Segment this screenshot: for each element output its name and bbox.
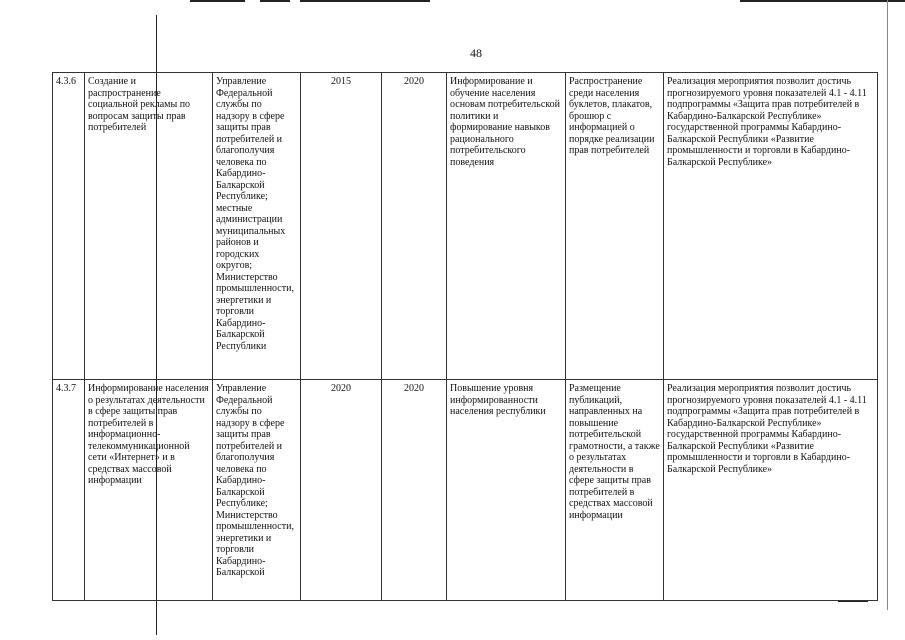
indicator-relation: Реализация мероприятия позволит достичь прогнозируемого уровня показателей 4.1 - 4.11 подпрограммы «Защита прав потребителей в Кабардино-Балкарской Республике» государственной программы Кабардино-Балкарской Республики «Развитие промышленности и торговли в Кабардино-Балкарской Республике»	[664, 380, 878, 601]
expected-result: Повышение уровня информированности населения республики	[447, 380, 566, 601]
start-year: 2015	[301, 73, 382, 380]
measure-content: Распространение среди населения буклетов, плакатов, брошюр с информацией о порядке реализации прав потребителей	[566, 73, 664, 380]
table-row	[53, 380, 878, 601]
measure-name: Информирование населения о результатах деятельности в сфере защиты прав потребителей в информационно-телекоммуникационной сети «Интернет» и в средствах массовой информации	[85, 380, 213, 601]
scan-line-right	[887, 0, 888, 610]
measures-table	[52, 72, 878, 601]
scan-line-top-4	[740, 0, 905, 2]
executor: Управление Федеральной службы по надзору в сфере защиты прав потребителей и благополучия человека по Кабардино-Балкарской Республике; местные администрации муниципальных районов и городских округов; Министерство промышленности, энергетики и торговли Кабардино-Балкарской Республики	[213, 73, 301, 380]
end-year: 2020	[382, 380, 447, 601]
expected-result: Информирование и обучение населения основам потребительской политики и формирование навыков рационального потребительского поведения	[447, 73, 566, 380]
scan-line-top-1	[190, 0, 245, 2]
measure-name: Создание и распространение социальной рекламы по вопросам защиты прав потребителей	[85, 73, 213, 380]
end-year: 2020	[382, 73, 447, 380]
scan-line-top-2	[260, 0, 290, 2]
scan-mark-bottom	[838, 601, 868, 602]
start-year: 2020	[301, 380, 382, 601]
row-number: 4.3.6	[53, 73, 85, 380]
scan-line-top-3	[300, 0, 430, 2]
page-number: 48	[470, 46, 482, 60]
row-number: 4.3.7	[53, 380, 85, 601]
measure-content: Размещение публикаций, направленных на повышение потребительской грамотности, а также о результатах деятельности в сфере защиты прав потребителей в средствах массовой информации	[566, 380, 664, 601]
table-row	[53, 73, 878, 380]
executor: Управление Федеральной службы по надзору в сфере защиты прав потребителей и благополучия человека по Кабардино-Балкарской Республике; Министерство промышленности, энергетики и торговли Кабардино-Балкарской	[213, 380, 301, 601]
indicator-relation: Реализация мероприятия позволит достичь прогнозируемого уровня показателей 4.1 - 4.11 подпрограммы «Защита прав потребителей в Кабардино-Балкарской Республике» государственной программы Кабардино-Балкарской Республики «Развитие промышленности и торговли в Кабардино-Балкарской Республике»	[664, 73, 878, 380]
